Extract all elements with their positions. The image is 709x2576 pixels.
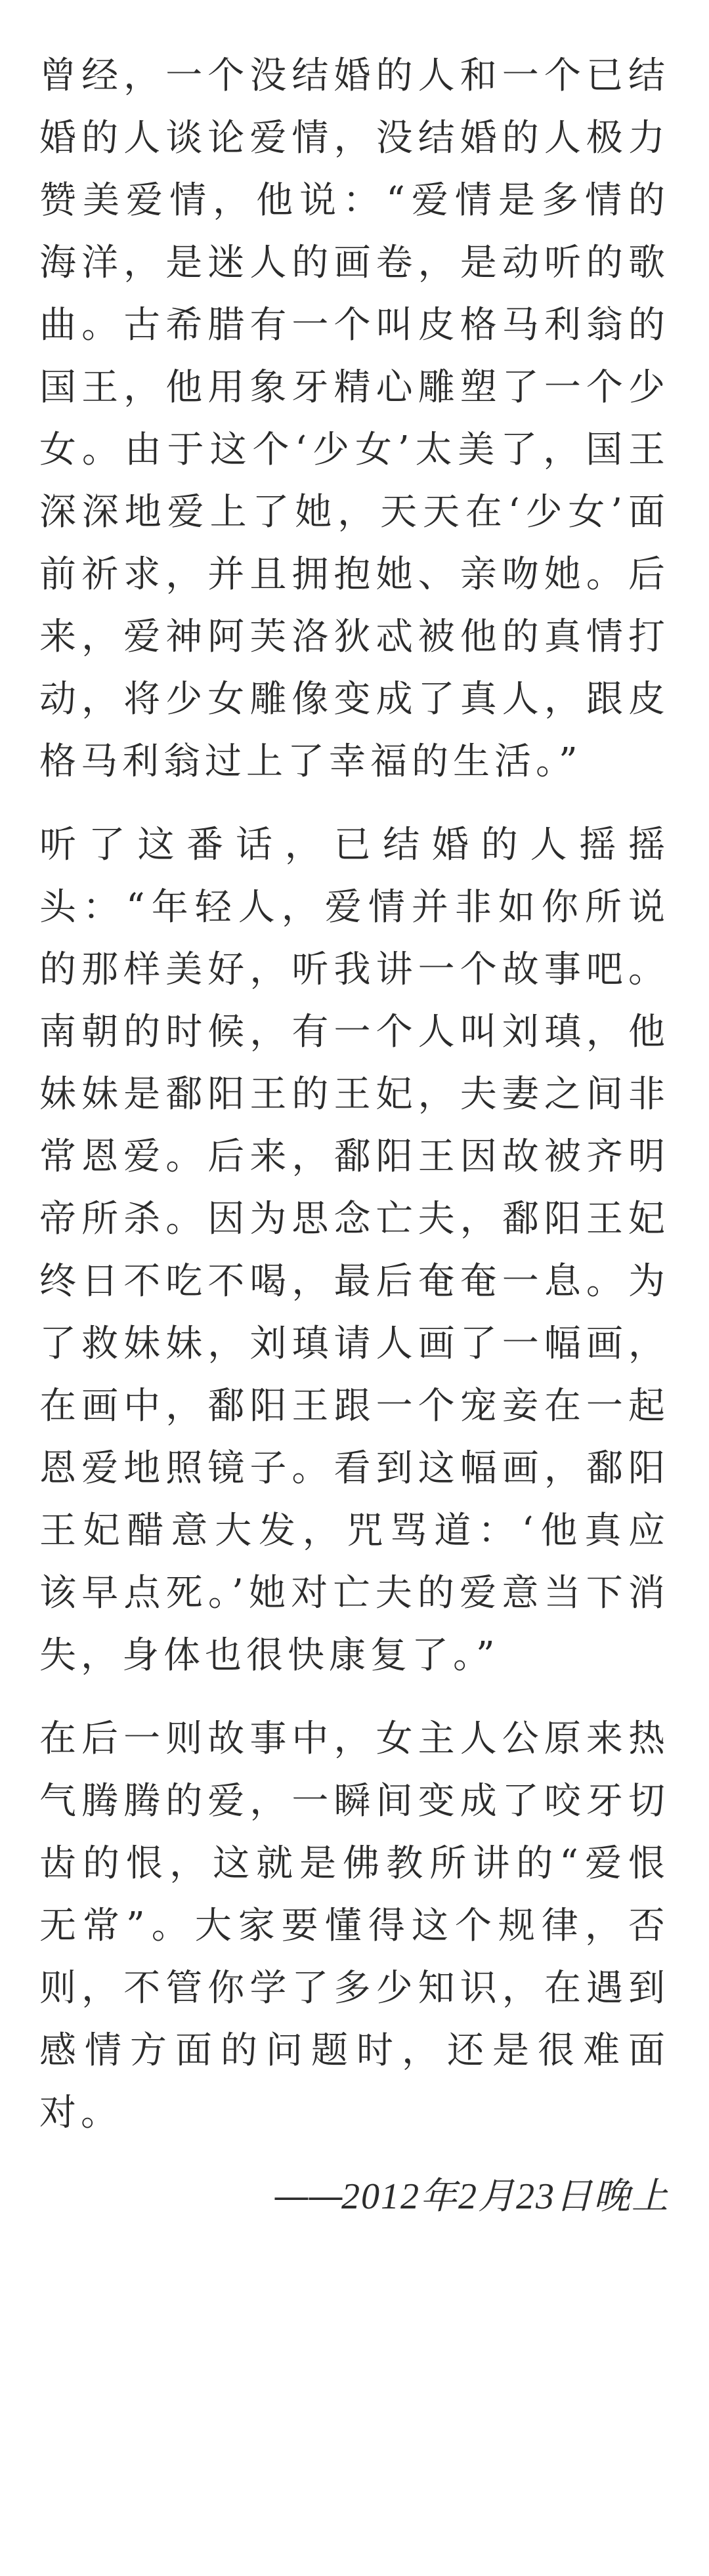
signature-date: 2012年2月23日晚上 (341, 2176, 670, 2217)
paragraph-3: 在后一则故事中，女主人公原来热气腾腾的爱，一瞬间变成了咬牙切齿的恨，这就是佛教所讲的“爱恨无常”。大家要懂得这个规律，否则，不管你学了多少知识，在遇到感情方面的问题时，还是很难面对。 (39, 1718, 670, 2134)
signature-dash: —— (273, 2175, 341, 2218)
paragraph-2: 听了这番话，已结婚的人摇摇头：“年轻人，爱情并非如你所说的那样美好，听我讲一个故事吧。南朝的时候，有一个人叫刘瑱，他妹妹是鄱阳王的王妃，夫妻之间非常恩爱。后来，鄱阳王因故被齐明帝所杀。因为思念亡夫，鄱阳王妃终日不吃不喝，最后奄奄一息。为了救妹妹，刘瑱请人画了一幅画，在画中，鄱阳王跟一个宠妾在一起恩爱地照镜子。看到这幅画，鄱阳王妃醋意大发，咒骂道：‘他真应该早点死。’她对亡夫的爱意当下消失，身体也很快康复了。” (39, 824, 670, 1677)
signature-line (39, 2165, 670, 2228)
paragraph-1: 曾经，一个没结婚的人和一个已结婚的人谈论爱情，没结婚的人极力赞美爱情，他说：“爱情是多情的海洋，是迷人的画卷，是动听的歌曲。古希腊有一个叫皮格马利翁的国王，他用象牙精心雕塑了一个少女。由于这个‘少女’太美了，国王深深地爱上了她，天天在‘少女’面前祈求，并且拥抱她、亲吻她。后来，爱神阿芙洛狄忒被他的真情打动，将少女雕像变成了真人，跟皮格马利翁过上了幸福的生活。” (39, 54, 670, 783)
article-body (39, 45, 670, 2228)
